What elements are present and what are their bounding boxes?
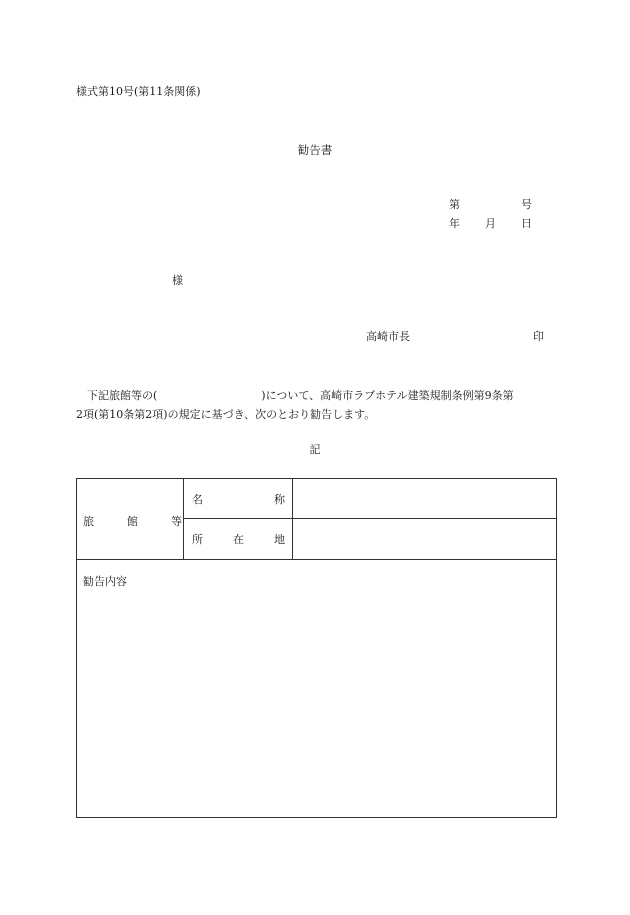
number-prefix: 第 [449,198,460,211]
name-char-1: 名 [192,493,203,506]
table-divider [77,559,556,560]
form-number: 様式第10号(第11条関係) [76,85,201,98]
address-char-3: 地 [274,533,285,546]
date-day: 日 [521,217,532,230]
address-value-cell [293,519,556,559]
name-char-2: 称 [274,493,285,506]
body-line1-suffix: )について、高崎市ラブホテル建築規制条例第9条第 [261,389,514,402]
address-label-cell [184,519,293,559]
recommendation-table [76,478,557,818]
body-line2: 2項(第10条第2項)の規定に基づき、次のとおり勧告します。 [76,408,376,421]
number-suffix: 号 [521,198,532,211]
seal-mark: 印 [533,330,544,343]
address-char-1: 所 [192,533,203,546]
name-value-cell [293,479,556,519]
body-paragraph [76,386,560,424]
ryokan-char-1: 旅 [83,515,94,528]
date-month: 月 [485,217,496,230]
addressee-honorific: 様 [172,274,183,287]
ki-heading: 記 [309,443,321,456]
name-label-cell [184,479,293,519]
recommendation-content-label: 勧告内容 [83,575,127,588]
body-line1-prefix: 下記旅館等の( [87,389,158,402]
ryokan-char-3: 等 [171,515,182,528]
address-char-2: 在 [233,533,244,546]
date-year: 年 [449,217,460,230]
ryokan-char-2: 館 [127,515,138,528]
ryokan-label-cell [77,479,184,559]
document-title: 勧告書 [297,143,333,157]
issuer-title: 高崎市長 [366,330,410,343]
